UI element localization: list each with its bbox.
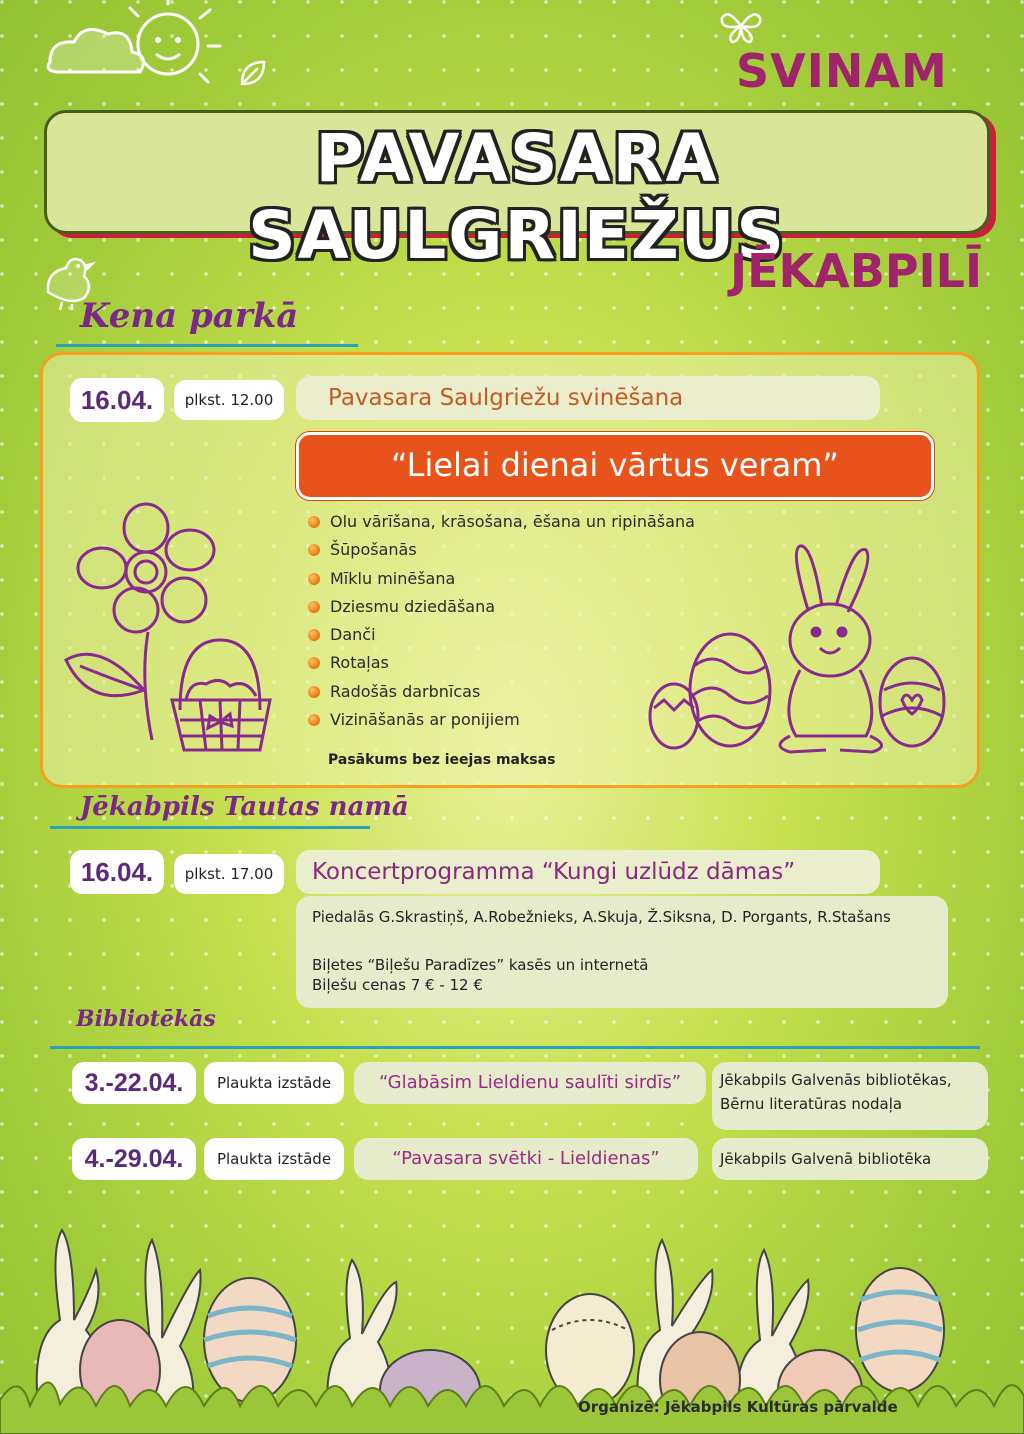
list-item: Radošās darbnīcas	[308, 680, 695, 708]
bullet-icon	[308, 601, 320, 613]
svinam-heading: SVINAM	[736, 44, 948, 98]
section-title-house: Jēkabpils Tautas namā	[80, 792, 409, 822]
free-entry-note: Pasākums bez ieejas maksas	[328, 752, 556, 768]
library-row-2-date: 4.-29.04.	[72, 1138, 196, 1180]
section-underline	[50, 1046, 980, 1049]
butterfly-icon	[718, 8, 764, 44]
house-date: 16.04.	[70, 850, 164, 894]
performers-text: Piedalās G.Skrastiņš, A.Robežnieks, A.Skuja, Ž.Siksna, D. Porgants, R.Stašans	[312, 908, 891, 926]
bullet-icon	[308, 544, 320, 556]
park-banner: “Lielai dienai vārtus veram”	[296, 432, 934, 500]
section-underline	[56, 344, 358, 347]
list-item: Šūpošanās	[308, 538, 695, 566]
page-title: PAVASARA SAULGRIEŽUS	[248, 120, 786, 274]
section-title-park: Kena parkā	[80, 296, 299, 336]
library-row-1-place: Jēkabpils Galvenās bibliotēkas, Bērnu literatūras nodaļa	[712, 1062, 988, 1130]
list-item: Olu vārīšana, krāsošana, ēšana un ripināšana	[308, 510, 695, 538]
list-item: Dziesmu dziedāšana	[308, 595, 695, 623]
library-row-2-type: Plaukta izstāde	[204, 1138, 344, 1180]
prices-text: Biļešu cenas 7 € - 12 €	[312, 976, 483, 994]
list-item: Vizināšanās ar ponijiem	[308, 708, 695, 736]
list-item: Rotaļas	[308, 651, 695, 679]
bullet-icon	[308, 686, 320, 698]
park-event: Pavasara Saulgriežu svinēšana	[296, 376, 880, 420]
library-row-2-title: “Pavasara svētki - Lieldienas”	[354, 1138, 698, 1180]
bullet-icon	[308, 516, 320, 528]
bullet-icon	[308, 573, 320, 585]
bullet-icon	[308, 657, 320, 669]
organizer-text: Organizē: Jēkabpils Kultūras pārvalde	[578, 1398, 898, 1416]
library-row-1-title: “Glabāsim Lieldienu saulīti sirdīs”	[354, 1062, 706, 1104]
section-title-library: Bibliotēkās	[76, 1006, 216, 1032]
library-row-2-place: Jēkabpils Galvenā bibliotēka	[712, 1138, 988, 1180]
sun-cloud-icon	[40, 0, 260, 110]
house-time: plkst. 17.00	[174, 854, 284, 894]
park-time: plkst. 12.00	[174, 380, 284, 420]
bunnies-eggs-grass-decoration	[0, 1170, 1024, 1434]
bunny-eggs-icon	[640, 540, 950, 760]
library-row-1-type: Plaukta izstāde	[204, 1062, 344, 1104]
section-underline	[50, 826, 370, 829]
tickets-text: Biļetes “Biļešu Paradīzes” kasēs un internetā	[312, 956, 649, 974]
list-item: Mīklu minēšana	[308, 567, 695, 595]
list-item: Danči	[308, 623, 695, 651]
park-date: 16.04.	[70, 378, 164, 422]
house-event: Koncertprogramma “Kungi uzlūdz dāmas”	[296, 850, 880, 894]
house-info	[296, 896, 948, 1008]
leaf-icon	[238, 58, 268, 88]
bullet-icon	[308, 714, 320, 726]
library-row-1-date: 3.-22.04.	[72, 1062, 196, 1104]
flower-basket-icon	[60, 500, 280, 760]
bullet-icon	[308, 629, 320, 641]
activity-list	[308, 510, 695, 736]
city-heading: JĒKABPILĪ	[730, 244, 983, 298]
